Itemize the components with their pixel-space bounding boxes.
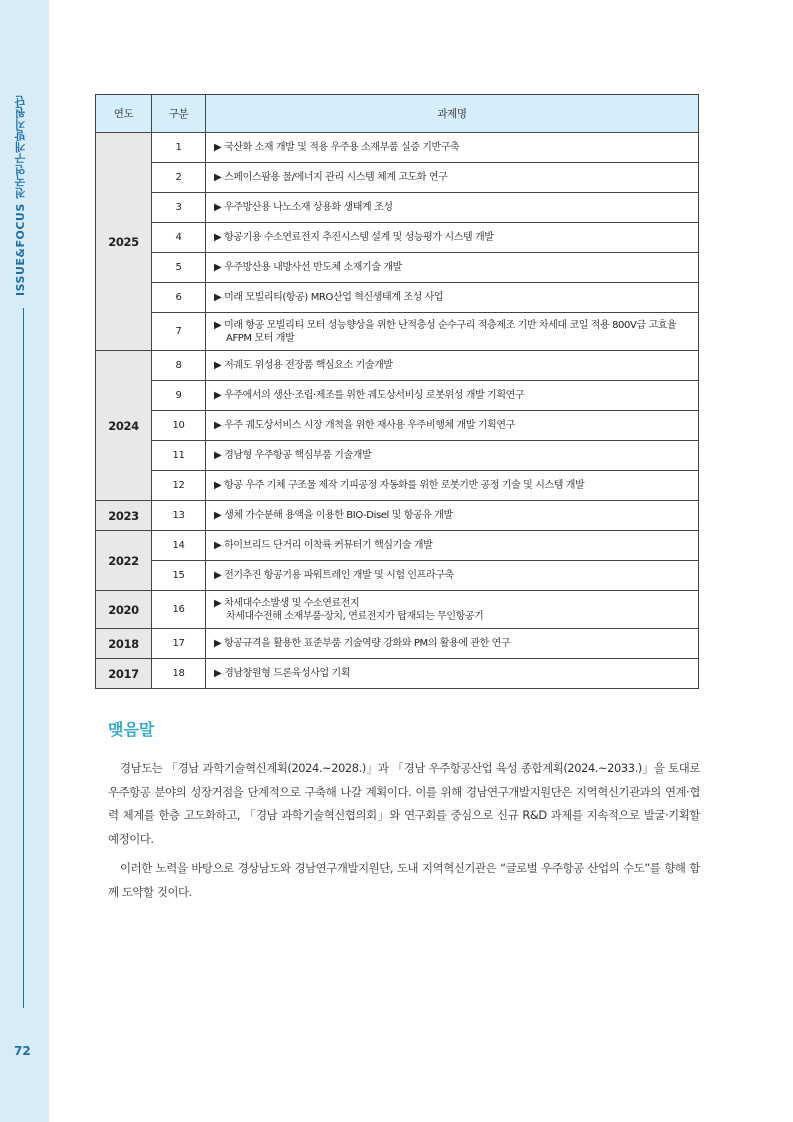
task-title-line: ▶ 생체 가수분해 용액을 이용한 BIO-Disel 및 항공유 개발 <box>214 510 453 521</box>
table-body <box>96 133 699 689</box>
task-title-cell <box>206 163 699 193</box>
task-title-line: ▶ 국산화 소재 개발 및 적용 우주용 소재부품 실증 기반구축 <box>214 142 460 153</box>
table-row <box>96 471 699 501</box>
task-number-cell: 17 <box>152 629 206 659</box>
year-cell: 2017 <box>96 659 152 689</box>
closing-paragraph-2: 이러한 노력을 바탕으로 경상남도와 경남연구개발지원단, 도내 지역혁신기관은 “글로벌 우주항공 산업의 수도”를 향해 함께 도약할 것이다. <box>108 861 700 899</box>
task-number-cell: 8 <box>152 351 206 381</box>
table-row <box>96 531 699 561</box>
side-divider-line <box>23 308 24 1008</box>
task-number-cell: 7 <box>152 313 206 351</box>
task-title-line: ▶ 스페이스팜용 물/에너지 관리 시스템 체계 고도화 연구 <box>214 172 448 183</box>
task-title-cell <box>206 561 699 591</box>
task-title-line: ▶ 전기추진 항공기용 파워트레인 개발 및 시험 인프라구축 <box>214 570 454 581</box>
task-title-cell <box>206 223 699 253</box>
task-title-line: ▶ 차세대수소발생 및 수소연료전지 <box>214 597 360 609</box>
task-title-cell <box>206 531 699 561</box>
task-number-cell: 1 <box>152 133 206 163</box>
section-label: ISSUE&FOCUS 전국연구개발지원단 <box>14 95 27 296</box>
task-title-line: AFPM 모터 개발 <box>226 332 295 344</box>
task-title-line: ▶ 경남형 우주항공 핵심부품 기술개발 <box>214 450 372 461</box>
year-cell: 2022 <box>96 531 152 591</box>
task-number-cell: 13 <box>152 501 206 531</box>
task-number-cell: 5 <box>152 253 206 283</box>
year-cell: 2023 <box>96 501 152 531</box>
task-title-cell <box>206 193 699 223</box>
year-cell: 2024 <box>96 351 152 501</box>
table-row <box>96 313 699 351</box>
task-number-cell: 14 <box>152 531 206 561</box>
task-title-cell <box>206 501 699 531</box>
task-title-cell <box>206 133 699 163</box>
task-title-line: ▶ 항공기용 수소연료전지 추진시스템 설계 및 성능평가 시스템 개발 <box>214 232 494 243</box>
table-row <box>96 501 699 531</box>
header-year: 연도 <box>96 95 152 133</box>
side-bar <box>0 0 49 1122</box>
task-title-line: ▶ 저궤도 위성용 전장품 핵심요소 기술개발 <box>214 360 393 371</box>
task-title-cell <box>206 253 699 283</box>
task-number-cell: 3 <box>152 193 206 223</box>
table-row <box>96 561 699 591</box>
table-row <box>96 629 699 659</box>
task-title-cell <box>206 591 699 629</box>
table-row <box>96 351 699 381</box>
task-number-cell: 15 <box>152 561 206 591</box>
task-number-cell: 16 <box>152 591 206 629</box>
task-number-cell: 6 <box>152 283 206 313</box>
closing-paragraph-1: 경남도는 「경남 과학기술혁신계획(2024.~2028.)」과 「경남 우주항공산업 육성 종합계획(2024.~2033.)」을 토대로 우주항공 분야의 성장거점을 단계적으로 구축해 나갈 계획이다. 이를 위해 경남연구개발지원단은 지역혁신기관과의 연계·협력 체계를 한층 고도화하고, 「경남 과학기술혁신협의회」와 연구회를 중심으로 신규 R&D 과제를 지속적으로 발굴·기획할 예정이다. <box>108 761 700 846</box>
task-title-line: ▶ 하이브리드 단거리 이착륙 커뮤터기 핵심기술 개발 <box>214 540 433 551</box>
task-title-line: 차세대수전해 소재부품·장치, 연료전지가 탑재되는 무인항공기 <box>226 610 484 622</box>
task-number-cell: 10 <box>152 411 206 441</box>
table-row <box>96 223 699 253</box>
table-row <box>96 411 699 441</box>
task-number-cell: 2 <box>152 163 206 193</box>
year-cell: 2020 <box>96 591 152 629</box>
task-title-line: ▶ 우주에서의 생산·조립·제조를 위한 궤도상서비싱 로봇위성 개발 기획연구 <box>214 390 525 401</box>
task-title-cell <box>206 659 699 689</box>
closing-heading: 맺음말 <box>108 720 155 739</box>
header-category: 구분 <box>152 95 206 133</box>
task-title-cell <box>206 351 699 381</box>
table-row <box>96 163 699 193</box>
year-cell: 2025 <box>96 133 152 351</box>
task-title-cell <box>206 471 699 501</box>
task-title-line: ▶ 우주 궤도상서비스 시장 개척을 위한 재사용 우주비행체 개발 기획연구 <box>214 420 515 431</box>
task-title-line: ▶ 항공 우주 기체 구조물 제작 기피공정 자동화를 위한 로봇기반 공정 기술 및 시스템 개발 <box>214 480 585 491</box>
task-title-line: ▶ 경남창원형 드론육성사업 기획 <box>214 668 351 679</box>
task-number-cell: 9 <box>152 381 206 411</box>
task-title-cell <box>206 313 699 351</box>
table-row <box>96 133 699 163</box>
table-row <box>96 381 699 411</box>
task-title-cell <box>206 629 699 659</box>
page-number: 72 <box>14 1044 31 1058</box>
task-number-cell: 4 <box>152 223 206 253</box>
task-title-cell <box>206 441 699 471</box>
table-header-row <box>96 95 699 133</box>
table-row <box>96 283 699 313</box>
task-title-line: ▶ 항공규격을 활용한 표준부품 기술역량 강화와 PM의 활용에 관한 연구 <box>214 638 511 649</box>
task-title-cell <box>206 411 699 441</box>
task-title-line: ▶ 우주방산용 나노소재 상용화 생태계 조성 <box>214 202 393 213</box>
table-row <box>96 253 699 283</box>
table-row <box>96 441 699 471</box>
header-title: 과제명 <box>206 95 699 133</box>
task-title-cell <box>206 283 699 313</box>
year-cell: 2018 <box>96 629 152 659</box>
task-number-cell: 18 <box>152 659 206 689</box>
task-title-line: ▶ 미래 항공 모빌리티 모터 성능향상을 위한 난적층성 순수구리 적층제조 기반 차세대 코일 적용 800V급 고효율 <box>214 319 677 331</box>
task-number-cell: 11 <box>152 441 206 471</box>
table-row <box>96 193 699 223</box>
task-title-line: ▶ 미래 모빌리티(항공) MRO산업 혁신생태계 조성 사업 <box>214 292 444 303</box>
table-row <box>96 591 699 629</box>
rd-task-table <box>95 94 699 689</box>
task-title-cell <box>206 381 699 411</box>
task-number-cell: 12 <box>152 471 206 501</box>
table-row <box>96 659 699 689</box>
task-title-line: ▶ 우주방산용 내방사선 반도체 소재기술 개발 <box>214 262 402 273</box>
